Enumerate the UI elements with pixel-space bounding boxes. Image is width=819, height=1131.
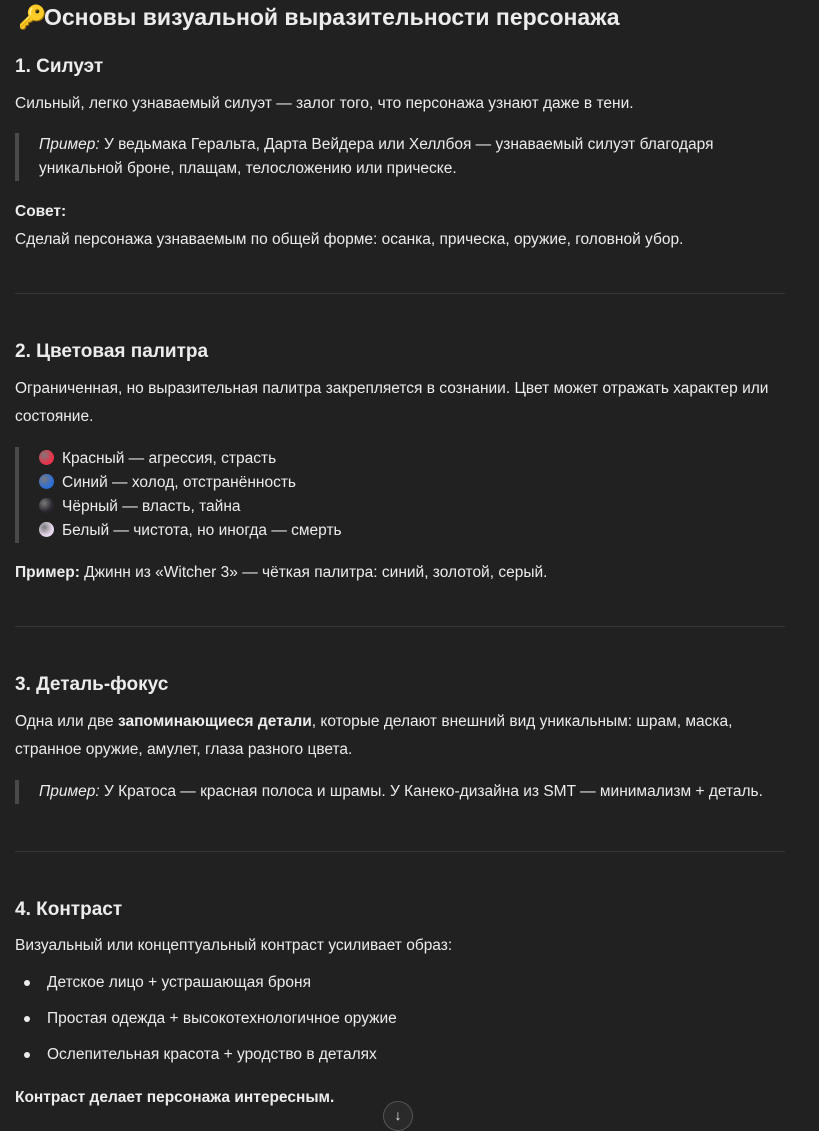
quote-text: У ведьмака Геральта, Дарта Вейдера или Хеллбоя — узнаваемый силуэт благодаря xyxy=(99,136,714,153)
white-circle-icon xyxy=(39,522,54,537)
quote-label: Пример: xyxy=(39,136,100,153)
example-quote xyxy=(15,780,763,804)
red-circle-icon xyxy=(39,450,54,465)
palette-item-text: Чёрный — власть, тайна xyxy=(62,498,241,515)
blue-circle-icon xyxy=(39,474,54,489)
text-part: , которые делают внешний вид уникальным: шрам, маска, xyxy=(311,713,733,730)
tip-text: Сделай персонажа узнаваемым по общей форме: осанка, прическа, оружие, головной убор. xyxy=(15,231,684,248)
palette-item-text: Белый — чистота, но иногда — смерть xyxy=(62,522,342,539)
section-text: странное оружие, амулет, глаза разного цвета. xyxy=(15,741,353,758)
section-text: Ограниченная, но выразительная палитра закрепляется в сознании. Цвет может отражать характер или xyxy=(15,380,769,397)
section-heading-detail: 3. Деталь-фокус xyxy=(15,674,169,695)
section-heading-contrast: 4. Контраст xyxy=(15,899,123,920)
text-bold: запоминающиеся детали xyxy=(117,713,312,730)
palette-item xyxy=(39,519,342,543)
tip-label: Совет: xyxy=(15,203,67,220)
divider xyxy=(15,293,785,294)
example-text xyxy=(15,559,547,587)
page-title xyxy=(18,4,620,31)
key-icon: 🔑 xyxy=(18,4,47,30)
page-title-text: Основы визуальной выразительности персонажа xyxy=(44,4,620,30)
palette-item xyxy=(39,471,342,495)
example-quote xyxy=(15,133,714,181)
section-heading-palette: 2. Цветовая палитра xyxy=(15,341,209,362)
black-circle-icon xyxy=(39,498,54,513)
scroll-down-button[interactable] xyxy=(383,1101,413,1131)
example-label: Пример: xyxy=(15,564,80,581)
quote-label: Пример: xyxy=(39,783,100,800)
palette-item xyxy=(39,447,342,471)
section-text xyxy=(15,708,732,736)
section-text: Сильный, легко узнаваемый силуэт — залог того, что персонажа узнают даже в тени. xyxy=(15,95,634,112)
section-text: состояние. xyxy=(15,408,94,425)
palette-item xyxy=(39,495,342,519)
section-text: Визуальный или концептуальный контраст усиливает образ: xyxy=(15,937,453,954)
palette-list xyxy=(15,447,342,543)
list-item: Простая одежда + высокотехнологичное оружие xyxy=(15,1007,397,1043)
palette-item-text: Красный — агрессия, страсть xyxy=(62,450,277,467)
list-item: Детское лицо + устрашающая броня xyxy=(15,971,397,1007)
section-heading-silhouette: 1. Силуэт xyxy=(15,56,104,77)
divider xyxy=(15,851,785,852)
conclusion-text: Контраст делает персонажа интересным. xyxy=(15,1089,335,1106)
palette-item-text: Синий — холод, отстранённость xyxy=(62,474,296,491)
text-part: Одна или две xyxy=(15,713,118,730)
divider xyxy=(15,626,785,627)
quote-text: У Кратоса — красная полоса и шрамы. У Канеко-дизайна из SMT — минимализм + деталь. xyxy=(99,783,763,800)
bullet-list xyxy=(15,971,397,1079)
list-item: Ослепительная красота + уродство в деталях xyxy=(15,1043,397,1079)
arrow-down-icon: ↓ xyxy=(394,1107,402,1123)
quote-text: уникальной броне, плащам, телосложению или прическе. xyxy=(39,160,457,177)
example-body: Джинн из «Witcher 3» — чёткая палитра: синий, золотой, серый. xyxy=(79,564,548,581)
